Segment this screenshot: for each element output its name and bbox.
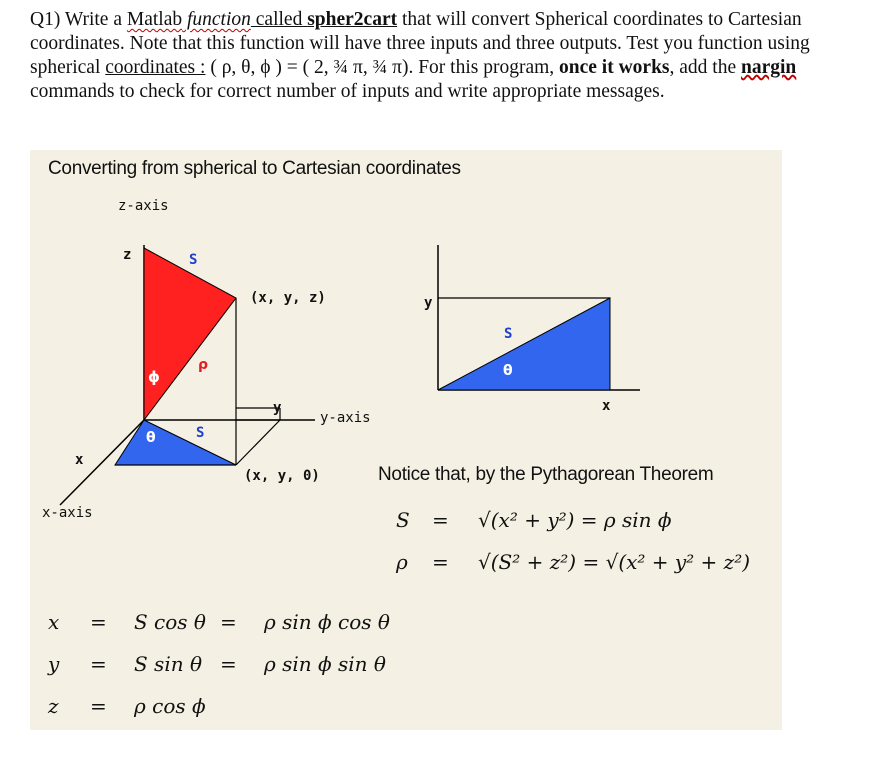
question-label: Q1) Write a: [30, 9, 127, 30]
conv-y-var: y: [48, 652, 60, 676]
conv-x-rhs: ρ sin ϕ cos θ: [264, 610, 390, 634]
function-name: spher2cart: [307, 9, 398, 30]
right-theta-label: θ: [503, 363, 513, 379]
diagram-svg: [30, 150, 782, 730]
blue-triangle: [115, 420, 236, 465]
test-values: ( ρ, θ, ϕ ) = ( 2, ¾ π, ¾ π). For this program,: [205, 57, 560, 78]
point-3d-label: (x, y, z): [250, 290, 326, 306]
question-connector: , add the: [669, 57, 742, 78]
conv-z-eq: =: [90, 694, 107, 718]
conv-y-eq2: =: [220, 652, 237, 676]
rho-lhs: ρ: [396, 550, 408, 574]
y-axis-label: y-axis: [320, 410, 371, 426]
question-body: that will convert Spherical coordinates to Cartesian coordinates. Note that this function will have three inputs and three outputs. Test you function using spherical: [30, 9, 810, 78]
rho-label: ρ: [198, 357, 209, 373]
nargin-word: nargin: [741, 57, 797, 78]
conv-y-mid: S sin θ: [134, 652, 202, 676]
s-top-label: S: [189, 252, 198, 268]
theta-left-label: θ: [146, 430, 156, 446]
red-triangle: [144, 248, 236, 420]
conv-x-var: x: [48, 610, 60, 634]
phi-label: ϕ: [148, 368, 160, 386]
s-rhs: √(x² + y²) = ρ sin ϕ: [478, 508, 672, 532]
hidden-line-2: [206, 420, 236, 450]
right-x-label: x: [602, 398, 611, 414]
conv-x-eq: =: [90, 610, 107, 634]
y-letter: y: [273, 400, 282, 416]
spherical-figure: [30, 150, 782, 730]
right-y-label: y: [424, 295, 433, 311]
x-letter: x: [75, 452, 84, 468]
s-bottom-label: S: [196, 425, 205, 441]
conv-x-eq2: =: [220, 610, 237, 634]
z-axis-label: z-axis: [118, 198, 169, 214]
function-word: function: [182, 9, 251, 30]
box-line-1: [236, 420, 280, 465]
x-axis-label: x-axis: [42, 505, 93, 521]
hidden-line: [144, 408, 236, 420]
right-s-label: S: [504, 326, 513, 342]
figure-title: Converting from spherical to Cartesian coordinates: [48, 158, 461, 179]
right-blue-triangle: [438, 298, 610, 390]
conv-y-eq: =: [90, 652, 107, 676]
conv-z-var: z: [48, 694, 59, 718]
s-equals: =: [432, 508, 449, 532]
matlab-word: Matlab: [126, 9, 183, 30]
called-word: called: [250, 9, 308, 30]
point-2d-label: (x, y, 0): [244, 468, 320, 484]
pythagorean-note: Notice that, by the Pythagorean Theorem: [378, 464, 714, 485]
rho-rhs: √(S² + z²) = √(x² + y² + z²): [478, 550, 751, 574]
question-text: [30, 8, 865, 104]
once-it-works: once it works: [559, 57, 670, 78]
conv-x-mid: S cos θ: [134, 610, 206, 634]
rho-equals: =: [432, 550, 449, 574]
s-lhs: S: [396, 508, 410, 532]
coordinates-word: coordinates :: [105, 57, 206, 78]
question-end: commands to check for correct number of inputs and write appropriate messages.: [30, 81, 665, 102]
z-letter: z: [123, 247, 132, 263]
conv-y-rhs: ρ sin ϕ sin θ: [264, 652, 386, 676]
conv-z-mid: ρ cos ϕ: [134, 694, 206, 718]
